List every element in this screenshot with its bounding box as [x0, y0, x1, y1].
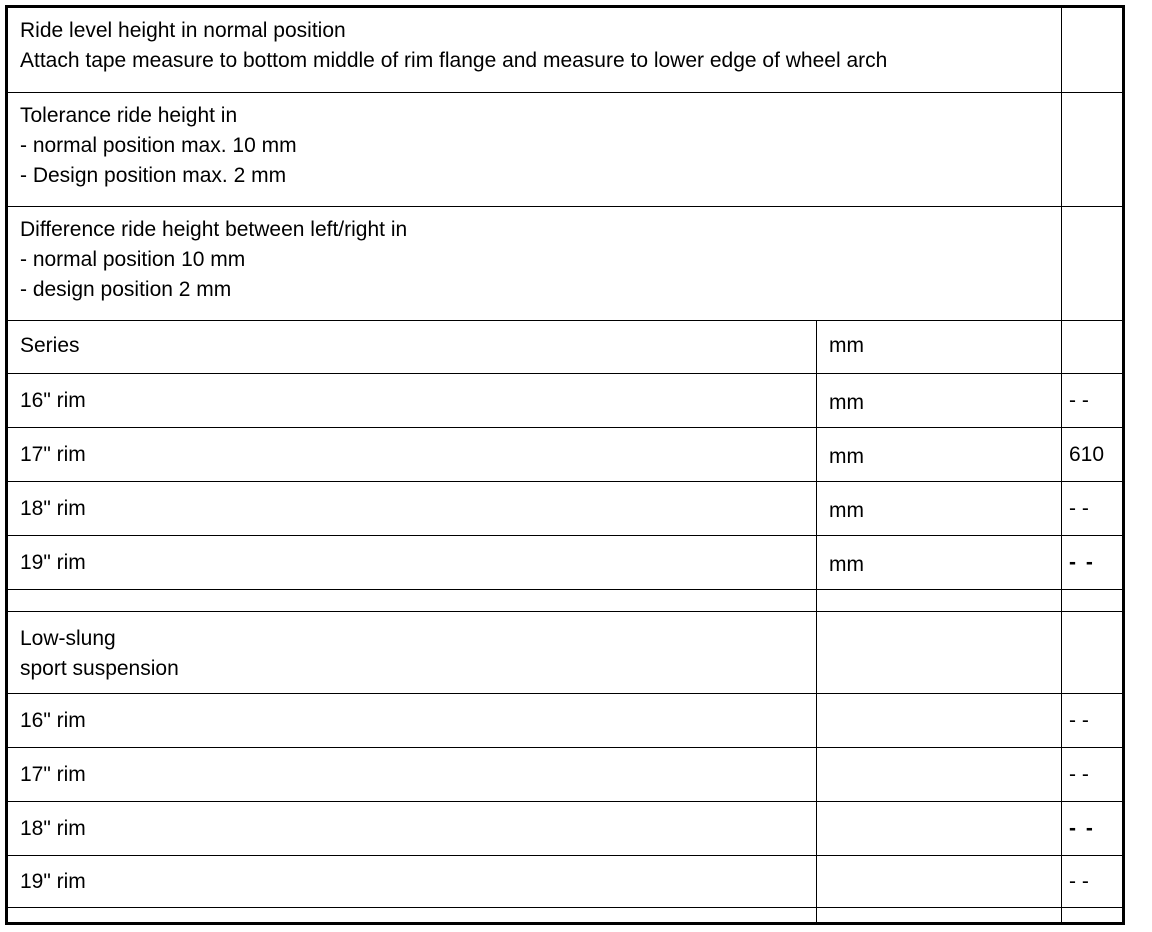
spacer-row — [8, 590, 1122, 612]
rim-value: 610 — [1069, 443, 1105, 466]
rim-value: - - — [1069, 870, 1089, 893]
low-slung-row-16 — [8, 694, 1122, 748]
description-instruction: Attach tape measure to bottom middle of rim flange and measure to lower edge of wheel arch — [20, 49, 888, 72]
low-slung-row-17 — [8, 748, 1122, 802]
series-row-17 — [8, 428, 1122, 482]
rim-value: - - — [1069, 497, 1089, 520]
empty-cell — [817, 908, 1062, 922]
description-row-difference — [8, 207, 1122, 321]
rim-value: - - — [1069, 389, 1089, 412]
rim-unit — [817, 748, 1062, 801]
rim-label: 18" rim — [8, 482, 817, 535]
rim-unit: mm — [817, 536, 1062, 589]
low-slung-label — [8, 612, 817, 693]
description-cell — [8, 207, 1062, 320]
empty-cell — [1062, 590, 1122, 611]
series-value — [1062, 321, 1122, 373]
description-row-tolerance — [8, 93, 1122, 207]
value-cell — [1062, 207, 1122, 320]
rim-value: - - — [1069, 763, 1089, 786]
rim-label: 17" rim — [8, 428, 817, 481]
rim-unit — [817, 802, 1062, 855]
rim-unit — [817, 856, 1062, 907]
rim-value: - - — [1069, 551, 1095, 574]
empty-cell — [8, 590, 817, 611]
low-slung-label-line: Low-slung — [20, 627, 116, 650]
low-slung-label-line: sport suspension — [20, 657, 179, 680]
description-cell — [8, 93, 1062, 206]
series-label: Series — [8, 321, 817, 373]
description-cell — [8, 8, 1062, 92]
series-unit: mm — [817, 321, 1062, 373]
description-title: Ride level height in normal position — [20, 19, 346, 42]
empty-cell — [817, 590, 1062, 611]
low-slung-row-19 — [8, 856, 1122, 908]
rim-unit: mm — [817, 374, 1062, 427]
description-title: Difference ride height between left/right in — [20, 218, 408, 241]
description-line: - normal position 10 mm — [20, 248, 246, 271]
rim-unit: mm — [817, 428, 1062, 481]
empty-cell — [1062, 908, 1122, 922]
rim-label: 19" rim — [8, 856, 817, 907]
value-cell — [1062, 93, 1122, 206]
rim-unit — [817, 694, 1062, 747]
low-slung-row-18 — [8, 802, 1122, 856]
rim-label: 16" rim — [8, 694, 817, 747]
empty-cell — [817, 612, 1062, 693]
description-row-ride-level — [8, 8, 1122, 93]
series-row-19 — [8, 536, 1122, 590]
empty-cell — [8, 908, 817, 922]
rim-label: 16" rim — [8, 374, 817, 427]
rim-value: - - — [1069, 709, 1089, 732]
rim-label: 17" rim — [8, 748, 817, 801]
rim-label: 18" rim — [8, 802, 817, 855]
empty-cell — [1062, 612, 1122, 693]
rim-unit: mm — [817, 482, 1062, 535]
description-line: - design position 2 mm — [20, 278, 232, 301]
series-row-18 — [8, 482, 1122, 536]
rim-label: 19" rim — [8, 536, 817, 589]
ride-height-table — [5, 5, 1125, 925]
rim-value: - - — [1069, 817, 1095, 840]
low-slung-header-row — [8, 612, 1122, 694]
series-header-row — [8, 321, 1122, 374]
description-line: - normal position max. 10 mm — [20, 134, 297, 157]
description-line: - Design position max. 2 mm — [20, 164, 287, 187]
description-title: Tolerance ride height in — [20, 104, 238, 127]
series-row-16 — [8, 374, 1122, 428]
value-cell — [1062, 8, 1122, 92]
spacer-row — [8, 908, 1122, 922]
